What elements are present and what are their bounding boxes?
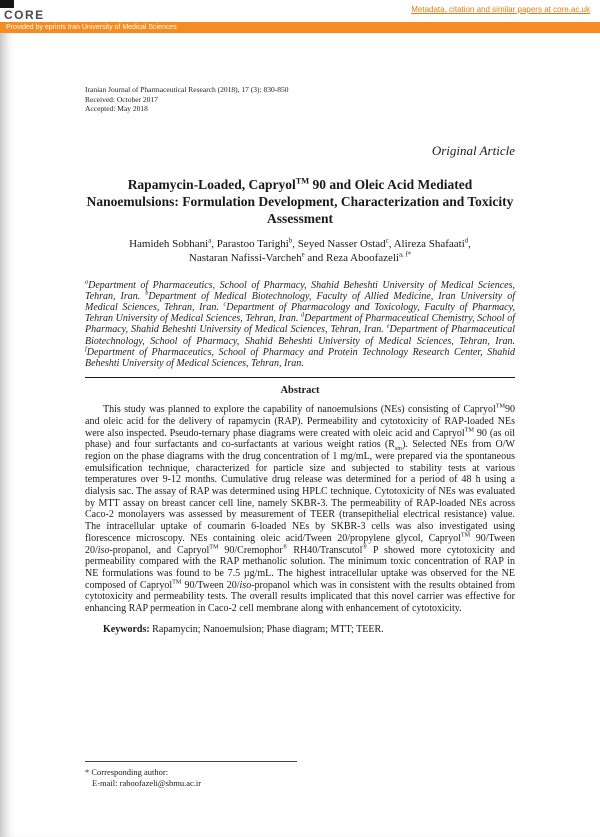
journal-line: Iranian Journal of Pharmaceutical Research (2018), 17 (3): 830-850 bbox=[85, 85, 289, 94]
affiliations: $^a$Department of Pharmaceutics, School of Pharmacy, Shahid Beheshti University of Medical Sciences, Tehran, Iran. $^b$Department of Medical Biotechnology, Faculty of Allied Medicine, Iran University of Medical Sciences, Tehran, Iran. $^c$Department of Pharmacology and Toxicology, Faculty of Pharmacy, Tehran University of Medical Sciences, Tehran, Iran. $^d$Department of Pharmaceutical Chemistry, School of Pharmacy, Shahid Beheshti University of Medical Sciences, Tehran, Iran. $^e$Department of Pharmaceutical Biotechnology, School of Pharmacy, Shahid Beheshti University of Medical Sciences, Tehran, Iran. $^f$Department of Pharmaceutics, School of Pharmacy and Protein Technology Research Center, Shahid Beheshti University of Medical Sciences, Tehran, Iran. bbox=[85, 278, 515, 369]
corresponding-email: E-mail: raboofazeli@sbmu.ac.ir bbox=[92, 778, 202, 788]
corresponding-author-note: * Corresponding author: bbox=[85, 767, 169, 777]
received-date: Received: October 2017 bbox=[85, 94, 158, 104]
journal-meta bbox=[85, 85, 515, 114]
title-line-1: Rapamycin-Loaded, Capryol™ 90 and Oleic Acid Mediated bbox=[127, 176, 473, 192]
keywords bbox=[85, 624, 515, 635]
provided-by-banner bbox=[0, 22, 600, 33]
provided-by-text: Provided by eprints Iran University of Medical Sciences bbox=[6, 24, 177, 31]
article-type-label: Original Article bbox=[431, 142, 515, 158]
corresponding-footnote bbox=[85, 761, 297, 789]
authors-block bbox=[85, 237, 515, 266]
paper-title bbox=[85, 176, 515, 227]
core-logo-mark-icon bbox=[0, 0, 14, 8]
metadata-link[interactable]: Metadata, citation and similar papers at core.ac.uk bbox=[411, 5, 590, 14]
title-line-2: Nanoemulsions: Formulation Development, Characterization and Toxicity bbox=[86, 193, 514, 209]
keywords-label: Keywords: bbox=[103, 623, 150, 635]
title-line-3: Assessment bbox=[267, 210, 333, 226]
document-page bbox=[0, 33, 600, 837]
authors-line-2: Nastaran Nafissi-Varcheh$^e$ and Reza Aboofazeli$^{a, f*}$ bbox=[188, 251, 412, 264]
abstract-heading: Abstract bbox=[280, 385, 320, 397]
accepted-date: Accepted: May 2018 bbox=[85, 104, 148, 113]
core-header bbox=[0, 0, 600, 22]
core-logo-text: CORE bbox=[4, 7, 45, 22]
footnote-divider bbox=[85, 761, 297, 762]
abstract-divider bbox=[85, 377, 515, 378]
keywords-list: Rapamycin; Nanoemulsion; Phase diagram; MTT; TEER. bbox=[149, 623, 384, 635]
core-logo[interactable] bbox=[4, 8, 45, 22]
authors-line-1: Hamideh Sobhani$^a$, Parastoo Tarighi$^b$, Seyed Nasser Ostad$^c$, Alireza Shafaati$^d$, bbox=[129, 236, 471, 250]
abstract-text: This study was planned to explore the capability of nanoemulsions (NEs) consisting of Capryol™90 and oleic acid for the delivery of rapamycin (RAP). Permeability and cytotoxicity of RAP-loaded NEs were also inspected. Pseudo-ternary phase diagrams were created with oleic acid and Capryol™ 90 (as oil phase) and four surfactants and co-surfactants at various weight ratios $(R_{sm})$. Selected NEs from O/W region on the phase diagrams with the drug concentration of 1 mg/mL, were prepared via the spontaneous emulsification technique, characterized for particle size and subjected to stability tests at various temperatures over 9-12 months. Cumulative drug release was determined for a period of 48 h using a dialysis sac. The assay of RAP was determined using HPLC technique. Cytotoxicity of NEs was evaluated by MTT assay on breast cancer cell line, namely SKBR-3. The permeability of RAP-loaded NEs across Caco-2 monolayers was assessed by measurement of TEER (transepithelial electrical resistance) value. The intracellular uptake of coumarin 6-loaded NEs by SKBR-3 cells was also investigated using florescence microscopy. NEs containing oleic acid/Tween 20/propylene glycol, Capryol™ 90/Tween 20/iso-propanol, and Capryol™ 90/Cremophor® RH40/Transcutol® P showed more cytotoxicity and permeability compared with the RAP methanolic solution. The minimum toxic concentration of RAP in NE formulations was found to be 7.5 µg/mL. The highest intracellular uptake was observed for the NE composed of Capryol™ 90/Tween 20/iso-propanol which was in consistent with the results obtained from cytotoxicity and permeability tests. The overall results implicated that this novel carrier was effective for enhancing RAP permeation in Caco-2 cell membrane along with enhancement of cytotoxicity. bbox=[85, 402, 516, 615]
